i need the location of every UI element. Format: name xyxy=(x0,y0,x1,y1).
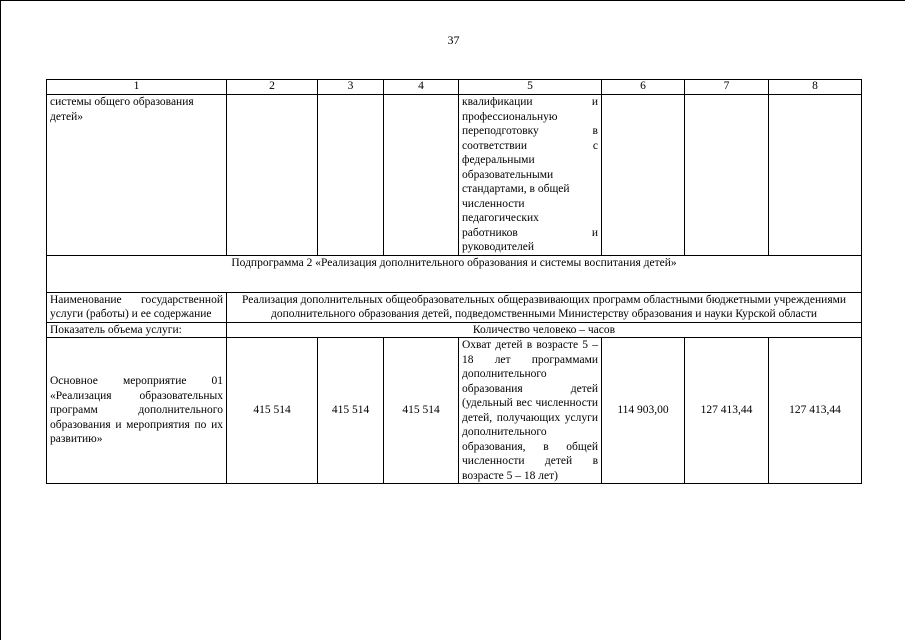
indicators-table xyxy=(46,79,862,484)
subprogram-title: Подпрограмма 2 «Реализация дополнительного образования и системы воспитания детей» xyxy=(47,255,862,292)
text-line: работников и xyxy=(462,226,598,239)
header-cell: 3 xyxy=(318,80,384,95)
page-number: 37 xyxy=(447,33,460,47)
text-line: педагогических xyxy=(462,212,539,224)
event-value-col8: 127 413,44 xyxy=(769,338,862,484)
header-cell: 2 xyxy=(227,80,318,95)
header-cell: 4 xyxy=(384,80,459,95)
volume-indicator-value: Количество человеко – часов xyxy=(227,322,862,338)
text-line: квалификации и xyxy=(462,96,598,108)
event-value-col2: 415 514 xyxy=(227,338,318,484)
text-line: численности xyxy=(462,197,525,210)
volume-indicator-row xyxy=(47,322,862,338)
service-name-row xyxy=(47,292,862,322)
event-name: Основное мероприятие 01 «Реализация образовательных программ дополнительного образования и мероприятия по их развитию» xyxy=(47,338,227,484)
event-value-col7: 127 413,44 xyxy=(685,338,769,484)
text-line: образовательными xyxy=(462,168,554,181)
continuation-name-cell: системы общего образования детей» xyxy=(47,95,227,256)
empty-cell xyxy=(769,95,862,256)
empty-cell xyxy=(318,95,384,256)
event-value-col4: 415 514 xyxy=(384,338,459,484)
header-cell: 1 xyxy=(47,80,227,95)
text-line: профессиональную xyxy=(462,110,558,123)
continuation-row xyxy=(47,95,862,256)
header-cell: 6 xyxy=(602,80,685,95)
header-cell: 7 xyxy=(685,80,769,95)
text-line: руководителей xyxy=(462,241,535,253)
empty-cell xyxy=(602,95,685,256)
event-value-col3: 415 514 xyxy=(318,338,384,484)
empty-cell xyxy=(685,95,769,256)
subprogram-row xyxy=(47,255,862,292)
text-line: федеральными xyxy=(462,154,535,166)
service-name-value: Реализация дополнительных общеобразовательных общеразвивающих программ областными бюджетными учреждениями дополнительного образования детей, подведомственными Министерству образования и науки Курской области xyxy=(227,292,862,322)
text-line: переподготовку в xyxy=(462,125,598,137)
event-row xyxy=(47,338,862,484)
header-cell: 8 xyxy=(769,80,862,95)
text-line: соответствии с xyxy=(462,139,598,152)
header-cell: 5 xyxy=(459,80,602,95)
table-header-row xyxy=(47,80,862,95)
empty-cell xyxy=(227,95,318,256)
volume-indicator-label: Показатель объема услуги: xyxy=(47,322,227,338)
empty-cell xyxy=(384,95,459,256)
continuation-indicator-cell xyxy=(459,95,602,256)
event-value-col6: 114 903,00 xyxy=(602,338,685,484)
event-indicator-description: Охват детей в возрасте 5 – 18 лет программами дополнительного образования детей (удельный вес численности детей, получающих услуги дополнительного образования, в общей численности детей в возрасте 5 – 18 лет) xyxy=(459,338,602,484)
service-name-label: Наименование государственной услуги (работы) и ее содержание xyxy=(47,292,227,322)
text-line: стандартами, в общей xyxy=(462,183,570,195)
